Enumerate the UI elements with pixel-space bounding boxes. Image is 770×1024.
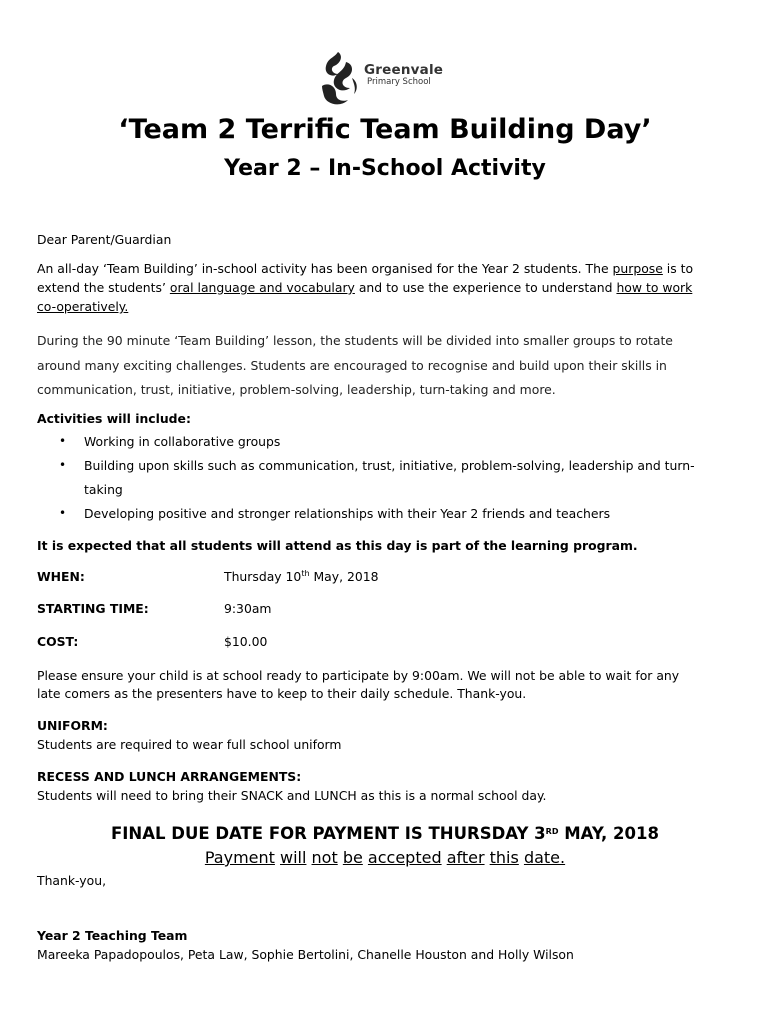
ensure-line2: late comers as the presenters have to keep to their daily schedule. Thank-you. — [37, 686, 527, 701]
school-logo — [318, 46, 458, 106]
team-signature: Year 2 Teaching Team — [37, 928, 188, 943]
bullet-icon: • — [59, 506, 67, 520]
when-label: WHEN: — [37, 569, 85, 584]
greeting: Dear Parent/Guardian — [37, 232, 172, 247]
recess-text: Students will need to bring their SNACK and LUNCH as this is a normal school day. — [37, 788, 547, 803]
activities-heading: Activities will include: — [37, 411, 191, 426]
teacher-names: Mareeka Papadopoulos, Peta Law, Sophie Bertolini, Chanelle Houston and Holly Wilson — [37, 947, 574, 962]
logo-school-name: Greenvale — [364, 62, 444, 78]
activity-item-2a: Building upon skills such as communication, trust, initiative, problem-solving, leadership and turn- — [84, 458, 695, 473]
when-value: Thursday 10th May, 2018 — [224, 569, 379, 584]
activity-item-3: Developing positive and stronger relationships with their Year 2 friends and teachers — [84, 506, 611, 521]
logo-leaf-icon — [318, 46, 364, 106]
logo-school-sub: Primary School — [367, 77, 431, 87]
para2-line3: communication, trust, initiative, problem-solving, leadership, turn-taking and more. — [37, 382, 556, 397]
start-time-label: STARTING TIME: — [37, 601, 149, 616]
page-title: ‘Team 2 Terrific Team Building Day’ — [118, 114, 652, 145]
cost-value: $10.00 — [224, 634, 268, 649]
purpose-link-text: purpose — [612, 261, 663, 276]
page-subtitle: Year 2 – In-School Activity — [224, 156, 546, 181]
start-time-value: 9:30am — [224, 601, 272, 616]
para1-line1: An all-day ‘Team Building’ in-school activity has been organised for the Year 2 students. The purpose is to — [37, 261, 694, 276]
activity-item-1: Working in collaborative groups — [84, 434, 281, 449]
attendance-note: It is expected that all students will attend as this day is part of the learning program. — [37, 538, 638, 553]
para1-line3: co-operatively. — [37, 299, 129, 314]
para1-line2: extend the students’ oral language and vocabulary and to use the experience to understand how to work — [37, 280, 693, 295]
bullet-icon: • — [59, 434, 67, 448]
bullet-icon: • — [59, 458, 67, 472]
para2-line1: During the 90 minute ‘Team Building’ lesson, the students will be divided into smaller groups to rotate — [37, 333, 673, 348]
payment-warning: Payment will not be accepted after this date. — [204, 848, 566, 867]
recess-heading: RECESS AND LUNCH ARRANGEMENTS: — [37, 769, 302, 784]
activity-item-2b: taking — [84, 482, 123, 497]
uniform-heading: UNIFORM: — [37, 718, 108, 733]
para2-line2: around many exciting challenges. Students are encouraged to recognise and build upon their skills in — [37, 358, 667, 373]
final-due-date: FINAL DUE DATE FOR PAYMENT IS THURSDAY 3RD MAY, 2018 — [111, 824, 659, 843]
ensure-line1: Please ensure your child is at school ready to participate by 9:00am. We will not be able to wait for any — [37, 668, 680, 683]
cost-label: COST: — [37, 634, 79, 649]
uniform-text: Students are required to wear full school uniform — [37, 737, 342, 752]
closing: Thank-you, — [37, 873, 107, 888]
